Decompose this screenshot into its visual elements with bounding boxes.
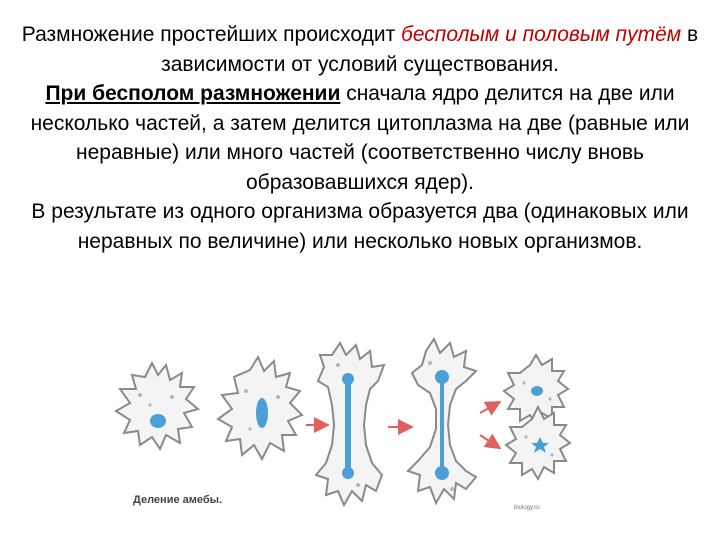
nucleus xyxy=(150,414,166,428)
nucleus-bottom xyxy=(435,466,449,480)
paragraph-asexual xyxy=(20,79,700,197)
arrow-4 xyxy=(480,435,498,447)
figure-watermark: biology.ru xyxy=(514,505,540,511)
amoeba-stage-1 xyxy=(116,363,198,449)
term-asexual-reproduction: При бесполом размножении xyxy=(45,82,341,105)
text-segment: В результате из одного организма образуется два (одинаковых или неравных по величине) или несколько новых организмов. xyxy=(31,200,689,253)
amoeba-stage-4 xyxy=(408,339,476,503)
amoeba-stage-3 xyxy=(316,343,384,505)
highlight-asexual-sexual: бесполым и половым путём xyxy=(401,23,682,46)
paragraph-reproduction-ways xyxy=(20,20,700,79)
slide-text-block xyxy=(20,20,700,256)
text-segment: сначала ядро делится на две или несколько частей, а затем делится цитоплазма на две (равные или неравные) или много частей (соответственно числу вновь образовавшихся ядер). xyxy=(30,82,690,194)
cell-outline xyxy=(116,363,198,449)
text-segment: Размножение простейших происходит xyxy=(21,23,402,46)
arrow-3 xyxy=(480,403,498,413)
paragraph-result xyxy=(20,197,700,256)
nucleus xyxy=(256,398,268,428)
text-segment: в зависимости от условий существования. xyxy=(161,23,699,76)
nucleus-top xyxy=(435,370,449,384)
amoeba-daughter-bottom xyxy=(506,407,570,479)
nucleus-dividing xyxy=(345,377,351,475)
nucleus xyxy=(531,386,543,396)
amoeba-stage-2 xyxy=(218,357,302,459)
figure-caption: Деление амебы. xyxy=(133,494,223,506)
nucleus-bridge xyxy=(440,377,444,473)
